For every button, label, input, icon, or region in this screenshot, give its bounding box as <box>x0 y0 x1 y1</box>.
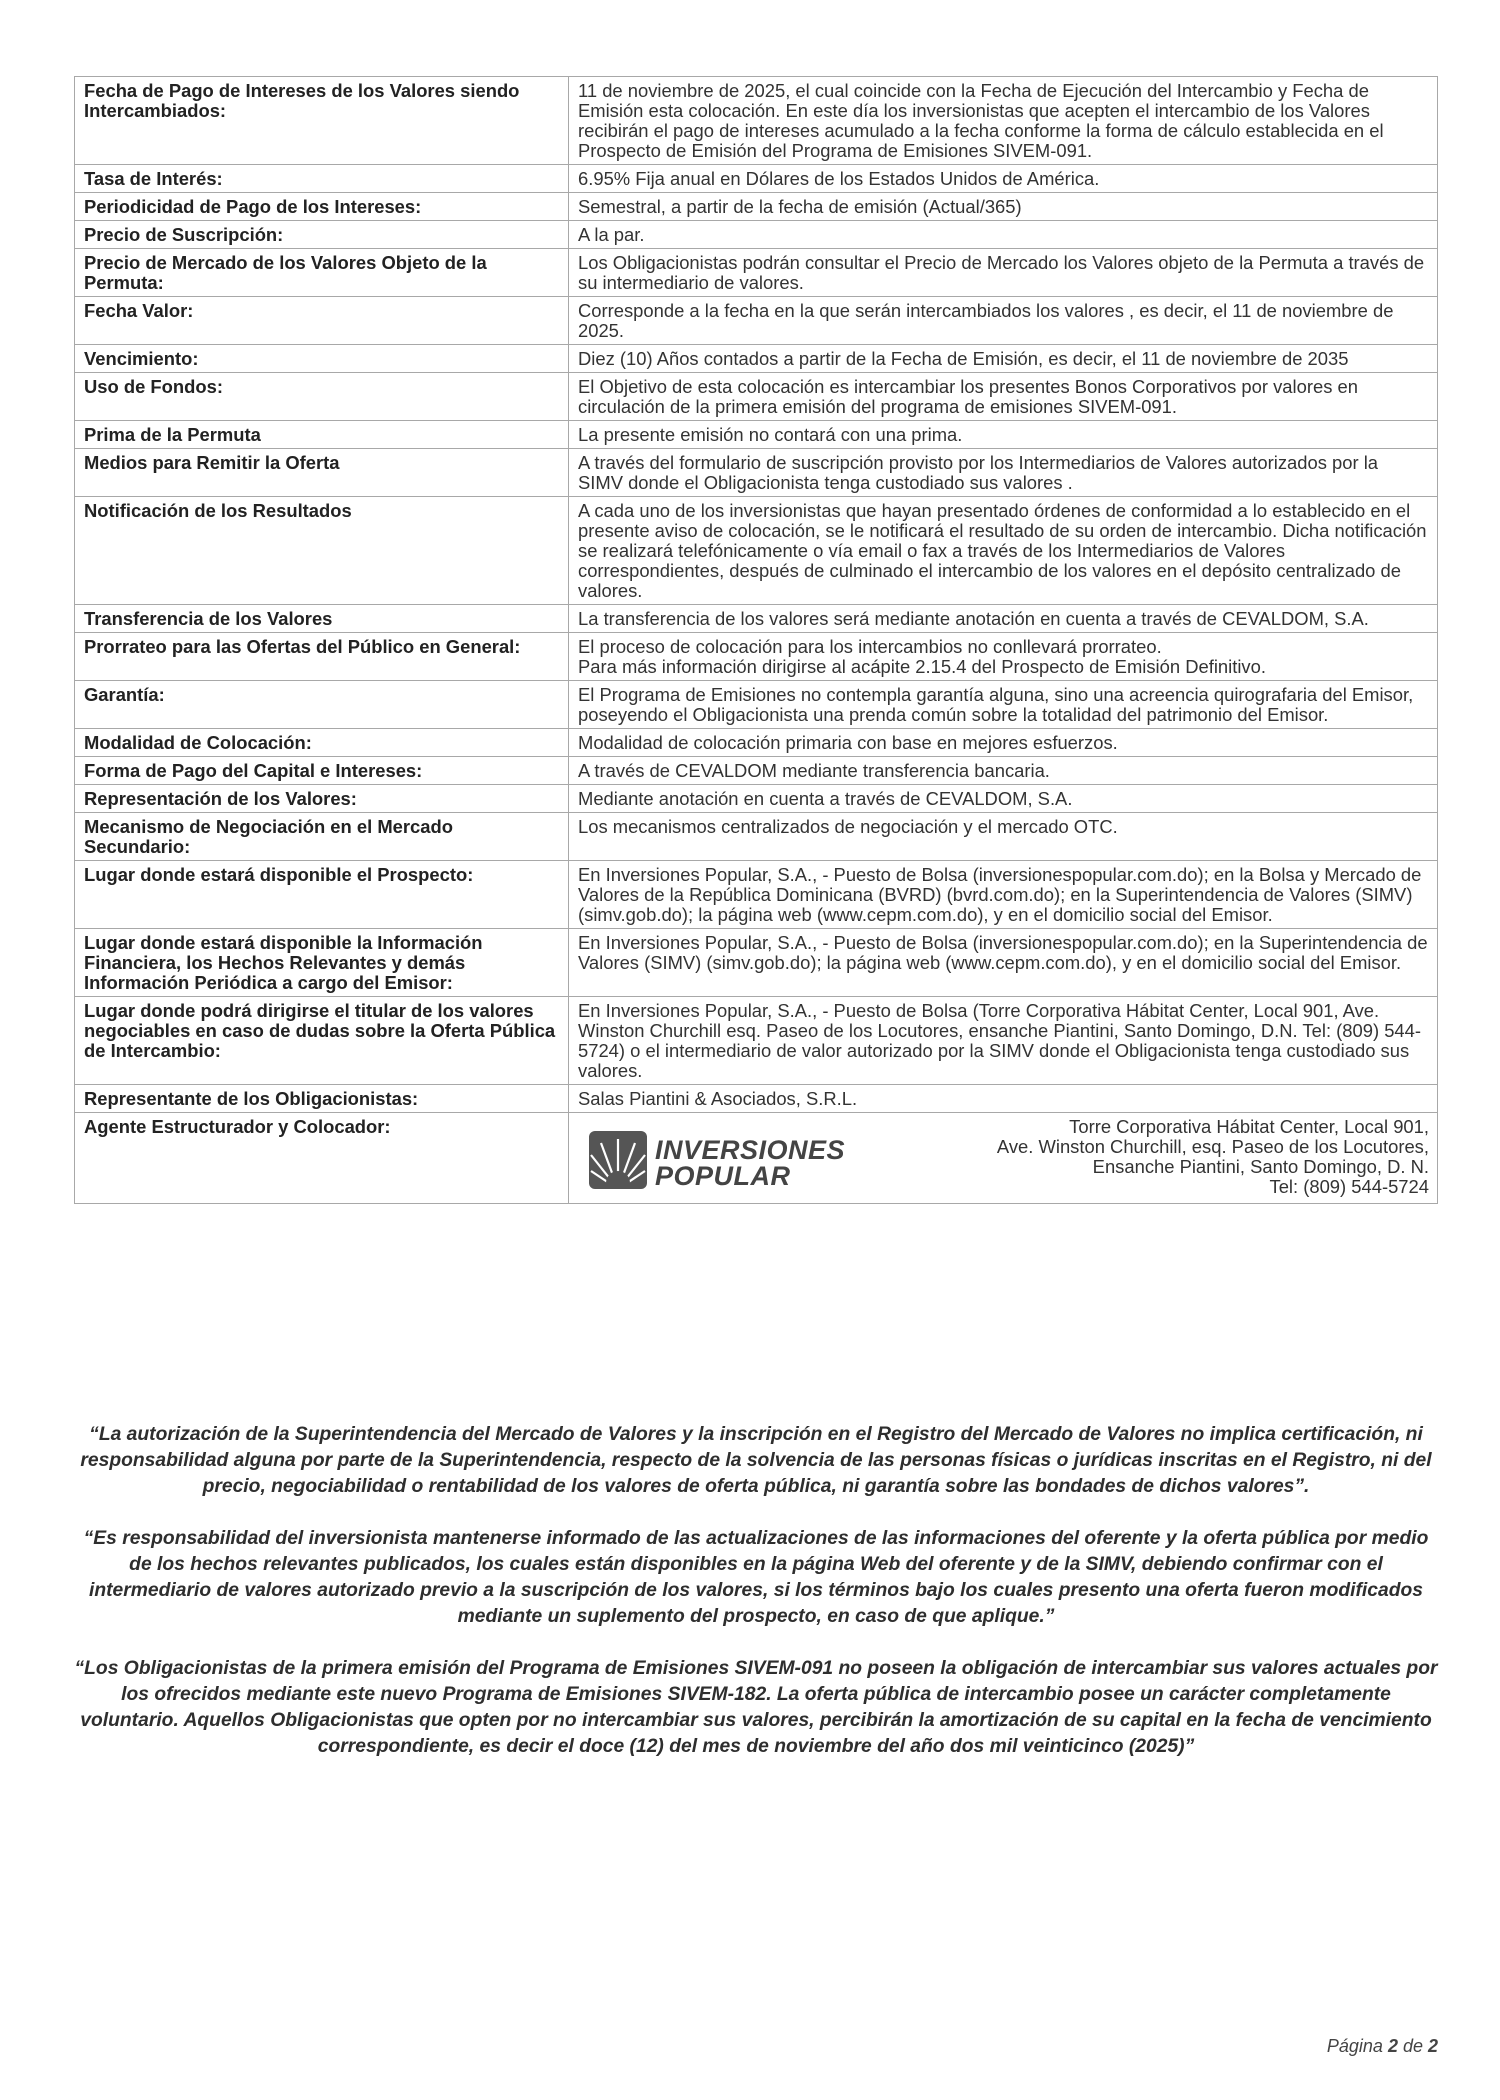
table-row <box>75 165 1438 193</box>
row-value: Modalidad de colocación primaria con base en mejores esfuerzos. <box>569 729 1438 757</box>
table-row <box>75 729 1438 757</box>
table-row <box>75 221 1438 249</box>
table-row <box>75 861 1438 929</box>
row-value: Semestral, a partir de la fecha de emisión (Actual/365) <box>569 193 1438 221</box>
table-row <box>75 297 1438 345</box>
table-row <box>75 345 1438 373</box>
table-row <box>75 633 1438 681</box>
row-label: Representante de los Obligacionistas: <box>75 1085 569 1113</box>
row-value: El Programa de Emisiones no contempla garantía alguna, sino una acreencia quirografaria del Emisor, poseyendo el Obligacionista una prenda común sobre la totalidad del patrimonio del Emisor. <box>569 681 1438 729</box>
inversiones-popular-logo <box>589 1131 859 1191</box>
row-value: 6.95% Fija anual en Dólares de los Estados Unidos de América. <box>569 165 1438 193</box>
table-row <box>75 449 1438 497</box>
terms-table-body <box>75 77 1438 1113</box>
row-label: Precio de Suscripción: <box>75 221 569 249</box>
row-value: Los mecanismos centralizados de negociación y el mercado OTC. <box>569 813 1438 861</box>
agent-section <box>75 1113 1438 1204</box>
row-label: Prima de la Permuta <box>75 421 569 449</box>
table-row <box>75 421 1438 449</box>
row-value: Diez (10) Años contados a partir de la Fecha de Emisión, es decir, el 11 de noviembre de 2035 <box>569 345 1438 373</box>
table-row-agent <box>75 1113 1438 1204</box>
address-line: Tel: (809) 544-5724 <box>1269 1176 1429 1197</box>
row-label: Forma de Pago del Capital e Intereses: <box>75 757 569 785</box>
row-value: El Objetivo de esta colocación es intercambiar los presentes Bonos Corporativos por valores en circulación de la primera emisión del programa de emisiones SIVEM-091. <box>569 373 1438 421</box>
row-value: En Inversiones Popular, S.A., - Puesto de Bolsa (Torre Corporativa Hábitat Center, Local 901, Ave. Winston Churchill esq. Paseo de los Locutores, ensanche Piantini, Santo Domingo, D.N. Tel: (809) 544-5724) o el intermediario de valor autorizado por la SIMV donde el Obligacionista tenga custodiado sus valores. <box>569 997 1438 1085</box>
row-value: Mediante anotación en cuenta a través de CEVALDOM, S.A. <box>569 785 1438 813</box>
row-label: Precio de Mercado de los Valores Objeto de la Permuta: <box>75 249 569 297</box>
row-value: A través del formulario de suscripción provisto por los Intermediarios de Valores autorizados por la SIMV donde el Obligacionista tenga custodiado sus valores . <box>569 449 1438 497</box>
table-row <box>75 193 1438 221</box>
agent-address <box>997 1117 1429 1197</box>
row-label: Garantía: <box>75 681 569 729</box>
row-value: Los Obligacionistas podrán consultar el Precio de Mercado los Valores objeto de la Permuta a través de su intermediario de valores. <box>569 249 1438 297</box>
row-label: Vencimiento: <box>75 345 569 373</box>
disclaimer-simv-authorization: “La autorización de la Superintendencia del Mercado de Valores y la inscripción en el Registro del Mercado de Valores no implica certificación, ni responsabilidad alguna por parte de la Superintendencia, respecto de la solvencia de las personas físicas o jurídicas inscritas en el Registro, ni del precio, negociabilidad o rentabilidad de los valores de oferta pública, ni garantía sobre las bondades de dichos valores”. <box>80 1424 1432 1497</box>
table-row <box>75 757 1438 785</box>
table-row <box>75 785 1438 813</box>
disclaimers <box>74 1422 1438 1786</box>
table-row <box>75 605 1438 633</box>
row-label: Lugar donde estará disponible el Prospecto: <box>75 861 569 929</box>
page-number <box>1327 2036 1438 2057</box>
disclaimer-investor-responsibility: “Es responsabilidad del inversionista mantenerse informado de las actualizaciones de las informaciones del oferente y la oferta pública por medio de los hechos relevantes publicados, los cuales están disponibles en la página Web del oferente y de la SIMV, debiendo confirmar con el intermediario de valores autorizado previo a la suscripción de los valores, si los términos bajo los cuales presento una oferta fueron modificados mediante un suplemento del prospecto, en caso de que aplique.” <box>83 1528 1429 1627</box>
row-label: Lugar donde estará disponible la Información Financiera, los Hechos Relevantes y demás Información Periódica a cargo del Emisor: <box>75 929 569 997</box>
table-row <box>75 813 1438 861</box>
address-line: Ensanche Piantini, Santo Domingo, D. N. <box>1092 1156 1429 1177</box>
row-value: A través de CEVALDOM mediante transferencia bancaria. <box>569 757 1438 785</box>
row-value: 11 de noviembre de 2025, el cual coincide con la Fecha de Ejecución del Intercambio y Fecha de Emisión esta colocación. En este día los inversionistas que acepten el intercambio de los Valores recibirán el pago de intereses acumulado a la fecha conforme la forma de cálculo establecida en el Prospecto de Emisión del Programa de Emisiones SIVEM-091. <box>569 77 1438 165</box>
address-line: Torre Corporativa Hábitat Center, Local 901, <box>1069 1116 1429 1137</box>
logo-wordmark <box>655 1137 845 1189</box>
row-value: A cada uno de los inversionistas que hayan presentado órdenes de conformidad a lo establecido en el presente aviso de colocación, se le notificará el resultado de su orden de intercambio. Dicha notificación se realizará telefónicamente o vía email o fax a través de los Intermediarios de Valores correspondientes, después de culminado el intercambio de los valores en el depósito centralizado de valores. <box>569 497 1438 605</box>
row-value-line: El proceso de colocación para los intercambios no conllevará prorrateo. <box>578 636 1162 657</box>
table-row <box>75 681 1438 729</box>
row-label: Transferencia de los Valores <box>75 605 569 633</box>
table-row <box>75 929 1438 997</box>
row-value: A la par. <box>569 221 1438 249</box>
terms-page <box>74 76 1438 1204</box>
row-label: Fecha de Pago de Intereses de los Valores siendo Intercambiados: <box>75 77 569 165</box>
row-value: La presente emisión no contará con una prima. <box>569 421 1438 449</box>
address-line: Ave. Winston Churchill, esq. Paseo de los Locutores, <box>996 1136 1429 1157</box>
page-prefix: Página <box>1326 2036 1388 2056</box>
row-value: Salas Piantini & Asociados, S.R.L. <box>569 1085 1438 1113</box>
current-page: 2 <box>1387 2036 1398 2056</box>
row-label: Notificación de los Resultados <box>75 497 569 605</box>
row-label: Modalidad de Colocación: <box>75 729 569 757</box>
table-row <box>75 249 1438 297</box>
total-pages: 2 <box>1427 2036 1438 2056</box>
row-label: Fecha Valor: <box>75 297 569 345</box>
row-value: En Inversiones Popular, S.A., - Puesto de Bolsa (inversionespopular.com.do); en la Bolsa y Mercado de Valores de la República Dominicana (BVRD) (bvrd.com.do); en la Superintendencia de Valores (SIMV) (simv.gob.do); la página web (www.cepm.com.do), y en el domicilio social del Emisor. <box>569 861 1438 929</box>
row-value-line: Para más información dirigirse al acápite 2.15.4 del Prospecto de Emisión Definitivo. <box>578 656 1266 677</box>
row-label: Lugar donde podrá dirigirse el titular de los valores negociables en caso de dudas sobre la Oferta Pública de Intercambio: <box>75 997 569 1085</box>
row-label: Mecanismo de Negociación en el Mercado Secundario: <box>75 813 569 861</box>
row-label: Tasa de Interés: <box>75 165 569 193</box>
table-row <box>75 77 1438 165</box>
row-value: Corresponde a la fecha en la que serán intercambiados los valores , es decir, el 11 de noviembre de 2025. <box>569 297 1438 345</box>
terms-table <box>74 76 1438 1204</box>
row-value: La transferencia de los valores será mediante anotación en cuenta a través de CEVALDOM, S.A. <box>569 605 1438 633</box>
sunburst-logo-icon <box>589 1131 647 1189</box>
row-label: Medios para Remitir la Oferta <box>75 449 569 497</box>
row-label: Representación de los Valores: <box>75 785 569 813</box>
row-label: Agente Estructurador y Colocador: <box>75 1113 569 1204</box>
row-label: Periodicidad de Pago de los Intereses: <box>75 193 569 221</box>
row-label: Prorrateo para las Ofertas del Público en General: <box>75 633 569 681</box>
logo-line-2: POPULAR <box>655 1161 791 1191</box>
row-value: En Inversiones Popular, S.A., - Puesto de Bolsa (inversionespopular.com.do); en la Superintendencia de Valores (SIMV) (simv.gob.do); la página web (www.cepm.com.do), y en el domicilio social del Emisor. <box>569 929 1438 997</box>
table-row <box>75 1085 1438 1113</box>
disclaimer-voluntary-exchange: “Los Obligacionistas de la primera emisión del Programa de Emisiones SIVEM-091 no poseen la obligación de intercambiar sus valores actuales por los ofrecidos mediante este nuevo Programa de Emisiones SIVEM-182. La oferta pública de intercambio posee un carácter completamente voluntario. Aquellos Obligacionistas que opten por no intercambiar sus valores, percibirán la amortización de su capital en la fecha de vencimiento correspondiente, es decir el doce (12) del mes de noviembre del año dos mil veinticinco (2025)” <box>74 1658 1438 1757</box>
table-row <box>75 997 1438 1085</box>
row-value <box>569 633 1438 681</box>
table-row <box>75 373 1438 421</box>
agent-cell <box>569 1113 1438 1204</box>
logo-line-1: INVERSIONES <box>655 1135 846 1165</box>
page-of: de <box>1397 2036 1428 2056</box>
table-row <box>75 497 1438 605</box>
row-label: Uso de Fondos: <box>75 373 569 421</box>
